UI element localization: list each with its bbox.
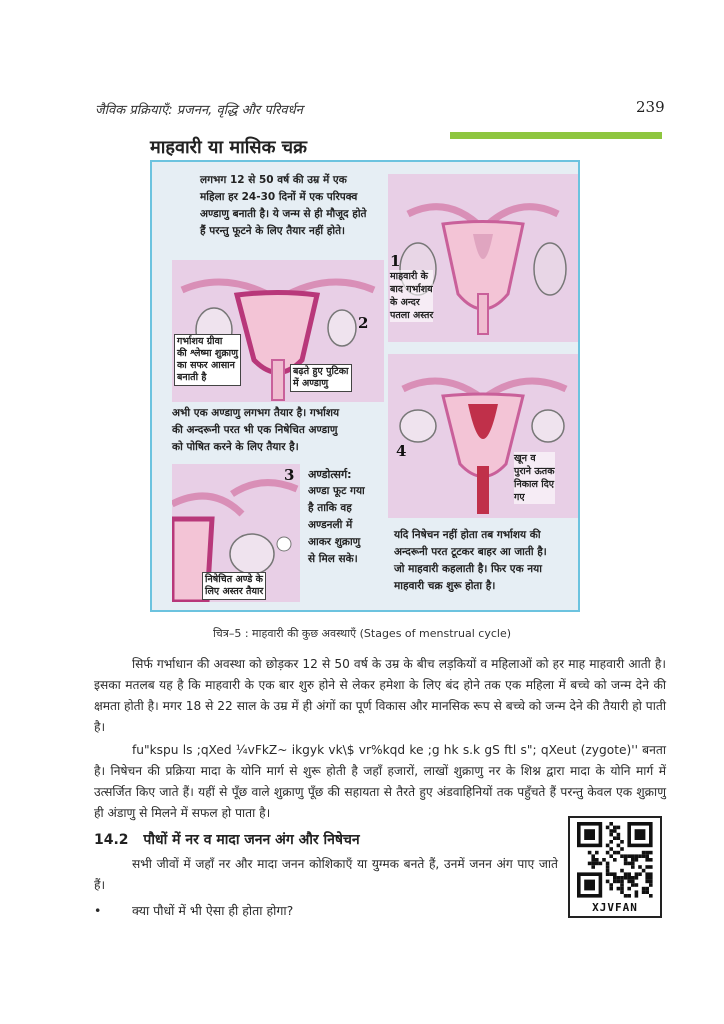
text-line: अण्डनली में xyxy=(308,519,353,531)
label-line: बढ़ते हुए पुटिका xyxy=(293,366,349,377)
qr-code-label: XJVFAN xyxy=(592,901,638,914)
panel-3 xyxy=(172,464,300,602)
panel-2-label-left xyxy=(174,334,241,386)
label-line: माहवारी के xyxy=(390,271,428,282)
panel-2-label-right xyxy=(290,364,352,392)
text-line: आकर शुक्राणु xyxy=(308,536,361,548)
ovulation-text xyxy=(308,466,388,568)
label-line: पुराने ऊतक xyxy=(514,466,555,477)
label-line: निकाल दिए xyxy=(514,479,554,490)
text-line: है ताकि वह xyxy=(308,502,352,514)
running-head: जैविक प्रक्रियाएँ: प्रजनन, वृद्धि और परिवर्धन xyxy=(95,103,303,118)
section-heading xyxy=(94,830,360,849)
panel-2 xyxy=(172,260,384,402)
label-line: बनाती है xyxy=(177,372,207,383)
label-line: खून व xyxy=(514,453,536,464)
figure-caption: चित्र–5 : माहवारी की कुछ अवस्थाएँ (Stages of menstrual cycle) xyxy=(212,627,512,640)
panel-2-text xyxy=(172,405,386,456)
intro-line: महिला हर 24-30 दिनों में एक परिपक्व xyxy=(200,191,358,203)
intro-line: हैं परन्तु फूटने के लिए तैयार नहीं होते। xyxy=(200,225,346,237)
panel-4-text xyxy=(394,527,578,595)
panel-4-label xyxy=(514,452,555,504)
panel-number: 1 xyxy=(390,252,401,270)
text-line: यदि निषेचन नहीं होता तब गर्भाशय की xyxy=(394,529,541,541)
bullet-text: क्या पौधों में भी ऐसा ही होता होगा? xyxy=(132,903,294,918)
figure-title: माहवारी या मासिक चक्र xyxy=(150,137,307,158)
qr-code[interactable] xyxy=(568,816,662,918)
label-line: पतला अस्तर xyxy=(390,310,434,321)
paragraph-text: सिर्फ गर्भाधान की अवस्था को छोड़कर 12 से 50 वर्ष के उम्र के बीच लड़कियों व महिलाओं को हर माह माहवारी आती है। इसका मतलब यह है कि माहवारी के एक बार शुरु होने से लेकर हमेशा के लिए बंद होने तक एक महिला में बच्चे को जन्म देने की क्षमता होती है। मगर 18 से 22 साल के उम्र में ही अंगों का पूर्ण विकास और मानसिक रूप से बच्चे को जन्म देने की तैयारी हो पाती है। xyxy=(94,657,666,734)
panel-number: 3 xyxy=(284,466,295,484)
intro-text xyxy=(200,172,400,240)
text-line: अण्डा फूट गया xyxy=(308,485,365,497)
text-line: माहवारी चक्र शुरू होता है। xyxy=(394,580,496,592)
text-line: को पोषित करने के लिए तैयार है। xyxy=(172,441,299,453)
paragraph-1 xyxy=(94,654,666,738)
label-line: लिए अस्तर तैयार xyxy=(205,586,264,597)
panel-3-label xyxy=(202,572,266,600)
text-line: जो माहवारी कहलाती है। फिर एक नया xyxy=(394,563,542,575)
intro-line: लगभग 12 से 50 वर्ष की उम्र में एक xyxy=(200,174,347,186)
garbled-text: fu"kspu ls ;qXed ¼vFkZ~ ikgyk vk\$ vr%kqd ke ;g hk s.k gS ftl s"; qXeut xyxy=(132,743,577,757)
intro-line: अण्डाणु बनाती है। ये जन्म से ही मौजूद होते xyxy=(200,208,367,220)
label-line: गए xyxy=(514,492,525,503)
section-title: पौधों में नर व मादा जनन अंग और निषेचन xyxy=(143,832,360,848)
text-line: अभी एक अण्डाणु लगभग तैयार है। गर्भाशय xyxy=(172,407,340,419)
panel-4 xyxy=(388,354,578,518)
section-text xyxy=(94,854,558,896)
label-line: का सफर आसान xyxy=(177,360,235,371)
panel-number: 2 xyxy=(358,314,369,332)
paragraph-2 xyxy=(94,740,666,824)
label-line: बाद गर्भाशय xyxy=(390,284,433,295)
menstrual-cycle-figure xyxy=(150,160,580,612)
text-line: से मिल सके। xyxy=(308,553,358,565)
label-line: में अण्डाणु xyxy=(293,378,329,389)
label-line: की श्लेष्मा शुक्राणु xyxy=(177,348,238,359)
panel-1-label xyxy=(390,270,433,322)
page-number: 239 xyxy=(636,98,665,116)
qr-pattern xyxy=(570,820,660,900)
panel-1 xyxy=(388,174,578,342)
bullet-item xyxy=(94,902,293,919)
accent-bar xyxy=(450,132,662,139)
label-line: के अन्दर xyxy=(390,297,420,308)
section-number: 14.2 xyxy=(94,832,129,848)
panel-number: 4 xyxy=(396,442,407,460)
bullet-dot: • xyxy=(94,903,102,918)
label-line: निषेचित अण्डे के xyxy=(205,574,263,585)
paragraph-text: सभी जीवों में जहाँ नर और मादा जनन कोशिकाएँ या युग्मक बनते हैं, उनमें जनन अंग पाए जाते हैं। xyxy=(94,857,558,892)
text-line: की अन्दरूनी परत भी एक निषेचित अण्डाणु xyxy=(172,424,338,436)
ovulation-heading: अण्डोत्सर्ग: xyxy=(308,468,352,481)
text-line: अन्दरूनी परत टूटकर बाहर आ जाती है। xyxy=(394,546,547,558)
label-line: गर्भाशय ग्रीवा xyxy=(177,336,223,347)
paragraph-text: (zygote)'' बनता है। निषेचन की प्रक्रिया मादा के योनि मार्ग से शुरू होती है जहाँ हजारों, लाखों शुक्राणु नर के शिश्न द्वारा मादा के योनि मार्ग में उत्सर्जित किए जाते हैं। यहीं से पूँछ वाले शुक्राणु पूँछ की सहायता से तैरते हुए अंडवाहिनियों तक पहुँचते हैं परन्तु केवल एक शुक्राणु ही अंडाणु से मिलने में सफल हो पाता है। xyxy=(94,743,666,820)
